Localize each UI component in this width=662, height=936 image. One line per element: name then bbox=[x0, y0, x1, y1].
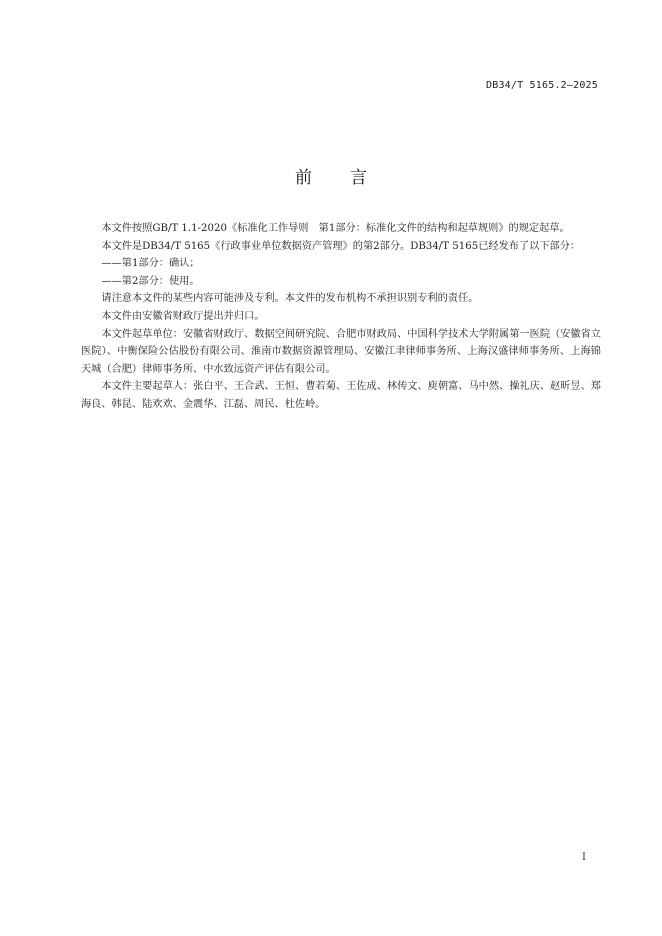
paragraph-series-parts: 本文件是DB34/T 5165《行政事业单位数据资产管理》的第2部分。DB34/T 5165已经发布了以下部分： bbox=[101, 240, 581, 252]
foreword-body bbox=[81, 220, 601, 414]
page-number: I bbox=[582, 852, 586, 863]
document-code: DB34/T 5165.2—2025 bbox=[486, 80, 598, 91]
list-item-part-1: ——第1部分：确认； bbox=[101, 258, 200, 270]
paragraph-patent-notice: 请注意本文件的某些内容可能涉及专利。本文件的发布机构不承担识别专利的责任。 bbox=[101, 293, 479, 305]
paragraph-drafters: 本文件主要起草人：张白平、王合武、王恒、曹若菊、王佐成、林传文、庾朝富、马中然、操礼庆、赵昕昱、郑海良、韩昆、陆欢欢、金震华、江磊、周民、杜佐岭。 bbox=[81, 381, 601, 410]
paragraph-proposer: 本文件由安徽省财政厅提出并归口。 bbox=[101, 310, 265, 322]
list-item-part-2: ——第2部分：使用。 bbox=[101, 275, 200, 287]
page-title: 前言 bbox=[295, 168, 405, 188]
paragraph-drafting-units: 本文件起草单位：安徽省财政厅、数据空间研究院、合肥市财政局、中国科学技术大学附属第一医院（安徽省立医院）、中衡保险公估股份有限公司、淮南市数据资源管理局、安徽江聿律师事务所、上海汉盛律师事务所、上海锦天城（合肥）律师事务所、中水致远资产评估有限公司。 bbox=[81, 328, 601, 375]
paragraph-drafting-rules: 本文件按照GB/T 1.1-2020《标准化工作导则 第1部分：标准化文件的结构和起草规则》的规定起草。 bbox=[101, 223, 570, 234]
